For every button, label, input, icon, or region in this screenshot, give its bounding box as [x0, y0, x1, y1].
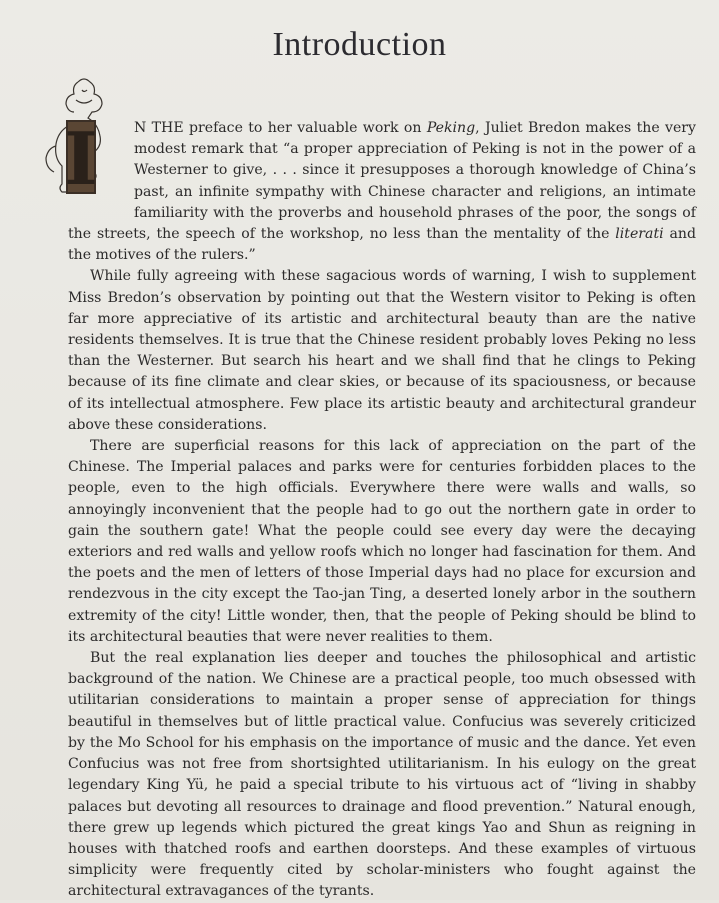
text-run: , Juliet Bredon makes the very modest remark that “a proper appreciation of Peking is not in the power of a Westerner to give, . . . since it presupposes a thorough knowledge of China’s past, an infinite sympathy with Chinese character and religions, an intimate familiarity with the proverbs and household phrases of the poor, the songs of the streets, the speech of the workshop, no less than the mentality of the — [68, 120, 697, 243]
paragraph-3: There are superficial reasons for this lack of appreciation on the part of the Chinese. The Imperial palaces and parks were for centuries forbidden places to the people, even to the high officials. Everywhere there were walls and walls, so annoyingly inconvenient that the people had to go out the northern gate in order to gain the southern gate! What the people could see every day were the decaying exteriors and red walls and yellow roofs which no longer had fascination for them. And the poets and the men of letters of those Imperial days had no place for excursion and rendezvous in the city except the Tao-jan Ting, a deserted lonely arbor in the southern extremity of the city! Little wonder, then, that the people of Peking should be blind to its architectural beauties that were never realities to them. — [68, 438, 696, 645]
italic-term: literati — [615, 226, 664, 243]
paragraph-1 — [68, 118, 696, 266]
lead-in: N THE — [134, 120, 184, 136]
page-title: Introduction — [272, 26, 447, 63]
lion-dropcap-illustration — [38, 76, 126, 214]
drop-cap-letter: I — [64, 116, 98, 201]
paragraph-2: While fully agreeing with these sagacious words of warning, I wish to supplement Miss Bredon’s observation by pointing out that the Western visitor to Peking is often far more appreciative of its artistic and architectural beauty than are the native residents themselves. It is true that the Chinese resident probably loves Peking no less than the Westerner. But search his heart and we shall find that he clings to Peking because of its fine climate and clear skies, or because of its spaciousness, or because of its intellectual atmosphere. Few place its artistic beauty and architectural grandeur above these considerations. — [68, 268, 696, 433]
text-run: preface to her valuable work on — [188, 120, 427, 136]
paragraph-4: But the real explanation lies deeper and touches the philosophical and artistic background of the nation. We Chinese are a practical people, too much obsessed with utilitarian considerations to maintain a proper sense of appreciation for things beautiful in themselves but of little practical value. Confucius was severely criticized by the Mo School for his emphasis on the importance of music and the dance. Yet even Confucius was not free from shortsighted utilitarianism. In his eulogy on the great legendary King Yü, he paid a special tribute to his virtuous act of “living in shabby palaces but devoting all resources to drainage and flood prevention.” Natural enough, there grew up legends which pictured the great kings Yao and Shun as reigning in houses with thatched roofs and earthen doorsteps. And these examples of virtuous simplicity were frequently cited by scholar-ministers who fought against the architectural extravagances of the tyrants. — [68, 650, 696, 900]
body-text — [64, 116, 697, 903]
text-run: and the motives of the rulers.” — [68, 226, 696, 264]
book-title-italic: Peking — [426, 120, 476, 136]
